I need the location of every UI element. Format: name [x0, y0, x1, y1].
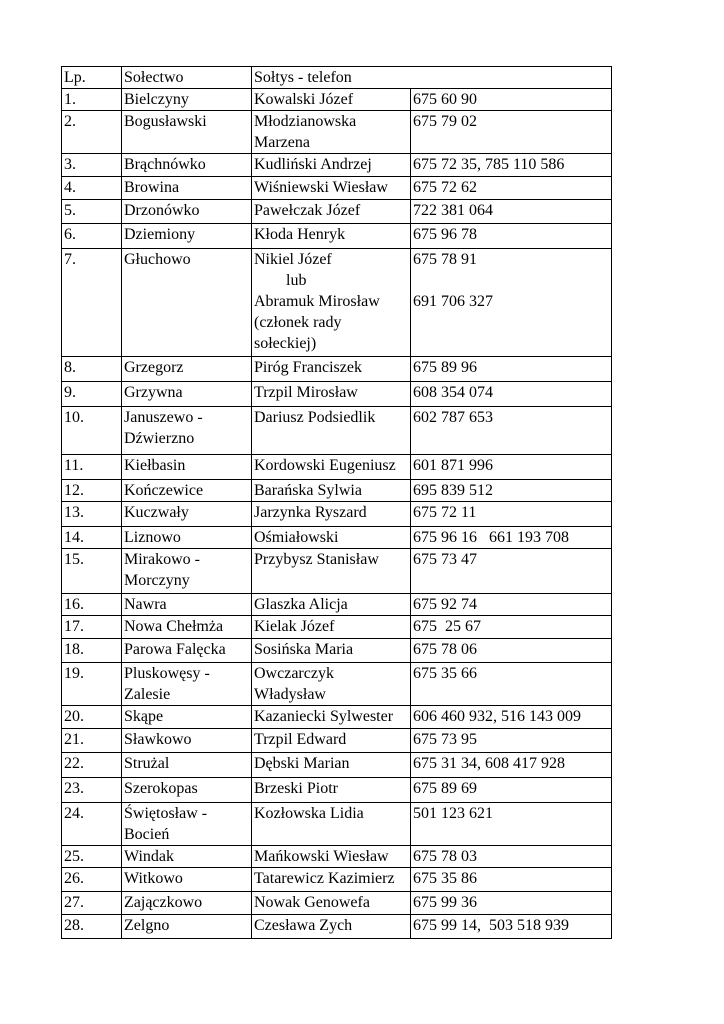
row-soltys: [252, 729, 411, 753]
row-soltys: [252, 502, 411, 527]
row-lp: 5.: [62, 200, 122, 224]
table-row: [62, 729, 612, 753]
solectwo-line: Liznowo: [124, 529, 181, 546]
row-telefon: [411, 502, 612, 527]
solectwo-line: Głuchowo: [124, 251, 191, 268]
row-lp: 2.: [62, 111, 122, 154]
soltys-line: lub: [286, 272, 307, 289]
row-solectwo: [122, 200, 252, 224]
row-soltys: [252, 111, 411, 154]
solectwo-line: Grzegorz: [124, 359, 184, 376]
row-solectwo: [122, 729, 252, 753]
row-soltys: [252, 357, 411, 382]
row-lp: 28.: [62, 915, 122, 939]
row-telefon: [411, 177, 612, 200]
soltys-line: Kłoda Henryk: [254, 226, 346, 243]
soltys-line: Ośmiałowski: [254, 529, 339, 546]
telefon-line: 675 96 16 661 193 708: [413, 529, 569, 546]
telefon-line: 675 31 34, 608 417 928: [413, 755, 565, 772]
table-row: [62, 778, 612, 803]
row-soltys: [252, 382, 411, 407]
row-telefon: [411, 407, 612, 455]
solectwo-line: Zelgno: [124, 917, 170, 934]
solectwo-line: Witkowo: [124, 870, 183, 887]
solectwo-line: Świętosław -: [124, 805, 208, 822]
row-lp: 27.: [62, 892, 122, 915]
row-lp: 10.: [62, 407, 122, 455]
row-solectwo: [122, 706, 252, 729]
row-solectwo: [122, 502, 252, 527]
soltys-line: sołeckiej): [254, 335, 317, 352]
table-body: [62, 89, 612, 939]
telefon-line: 501 123 621: [413, 805, 493, 822]
solectwo-line: Drzonówko: [124, 202, 200, 219]
soltys-line: Kazaniecki Sylwester: [254, 708, 394, 725]
row-lp: 26.: [62, 868, 122, 892]
row-soltys: [252, 915, 411, 939]
solectwo-line: Mirakowo -: [124, 551, 200, 568]
soltys-line: Dariusz Podsiedlik: [254, 409, 376, 426]
telefon-line: 675 89 69: [413, 780, 477, 797]
row-lp: 25.: [62, 846, 122, 868]
soltys-line: Władysław: [254, 686, 326, 703]
row-lp: 24.: [62, 803, 122, 846]
row-soltys: [252, 89, 411, 111]
soltys-line: Brzeski Piotr: [254, 780, 338, 797]
telefon-line: 675 25 67: [413, 618, 481, 635]
row-lp: 17.: [62, 616, 122, 639]
row-solectwo: [122, 803, 252, 846]
telefon-line: 722 381 064: [413, 202, 493, 219]
solectwo-line: Dziemiony: [124, 226, 196, 243]
row-lp: 20.: [62, 706, 122, 729]
row-solectwo: [122, 480, 252, 502]
soltys-line: Glaszka Alicja: [254, 596, 348, 613]
row-telefon: [411, 455, 612, 480]
solectwo-line: Nowa Chełmża: [124, 618, 224, 635]
solectwo-line: Browina: [124, 179, 180, 196]
soltys-line: Piróg Franciszek: [254, 359, 362, 376]
row-telefon: [411, 846, 612, 868]
soltys-line: Kozłowska Lidia: [254, 805, 364, 822]
telefon-line: 675 78 06: [413, 641, 477, 658]
telefon-line: 691 706 327: [413, 293, 493, 310]
row-soltys: [252, 868, 411, 892]
telefon-line: 606 460 932, 516 143 009: [413, 708, 581, 725]
row-soltys: [252, 706, 411, 729]
soltys-line: Jarzynka Ryszard: [254, 504, 367, 521]
row-telefon: [411, 639, 612, 663]
row-lp: 22.: [62, 753, 122, 778]
row-solectwo: [122, 249, 252, 357]
telefon-line: 675 60 90: [413, 91, 477, 108]
telefon-line: 675 79 02: [413, 113, 477, 130]
solectwo-line: Sławkowo: [124, 731, 192, 748]
table-row: [62, 846, 612, 868]
solectwo-line: Zajączkowo: [124, 894, 203, 911]
soltys-line: Sosińska Maria: [254, 641, 354, 658]
solectwo-line: Bogusławski: [124, 113, 207, 130]
solectwo-line: Dźwierzno: [124, 430, 195, 447]
row-telefon: [411, 778, 612, 803]
row-solectwo: [122, 224, 252, 249]
telefon-line: 675 72 11: [413, 504, 477, 521]
row-telefon: [411, 154, 612, 177]
solectwo-line: Bielczyny: [124, 91, 189, 108]
row-solectwo: [122, 594, 252, 616]
row-soltys: [252, 778, 411, 803]
row-lp: 3.: [62, 154, 122, 177]
table-row: [62, 502, 612, 527]
row-telefon: [411, 249, 612, 357]
soltys-line: Mańkowski Wiesław: [254, 848, 389, 865]
row-soltys: [252, 663, 411, 706]
soltys-line: Czesława Zych: [254, 917, 353, 934]
solectwo-line: Brąchnówko: [124, 156, 206, 173]
solectwo-line: Nawra: [124, 596, 167, 613]
soltys-line: Trzpil Mirosław: [254, 384, 358, 401]
row-telefon: [411, 200, 612, 224]
solectwo-line: Skąpe: [124, 708, 164, 725]
row-soltys: [252, 480, 411, 502]
row-lp: 18.: [62, 639, 122, 663]
row-telefon: [411, 480, 612, 502]
row-solectwo: [122, 111, 252, 154]
row-lp: 19.: [62, 663, 122, 706]
row-soltys: [252, 594, 411, 616]
soltys-line: Trzpil Edward: [254, 731, 347, 748]
row-solectwo: [122, 177, 252, 200]
row-solectwo: [122, 915, 252, 939]
telefon-line: 675 73 47: [413, 551, 477, 568]
table-row: [62, 892, 612, 915]
row-soltys: [252, 639, 411, 663]
solectwo-line: Parowa Falęcka: [124, 641, 226, 658]
row-telefon: [411, 915, 612, 939]
row-telefon: [411, 868, 612, 892]
row-lp: 4.: [62, 177, 122, 200]
row-lp: 15.: [62, 549, 122, 594]
solectwo-line: Januszewo -: [124, 409, 203, 426]
row-telefon: [411, 111, 612, 154]
row-soltys: [252, 846, 411, 868]
table-row: [62, 549, 612, 594]
row-solectwo: [122, 455, 252, 480]
soltys-line: Kordowski Eugeniusz: [254, 457, 396, 474]
row-soltys: [252, 527, 411, 549]
table-row: [62, 154, 612, 177]
telefon-line: 675 99 14, 503 518 939: [413, 917, 569, 934]
soltys-line: Nikiel Józef: [254, 251, 332, 268]
row-solectwo: [122, 407, 252, 455]
header-row: [62, 67, 612, 89]
soltys-line: Kudliński Andrzej: [254, 156, 372, 173]
table-row: [62, 224, 612, 249]
soltys-line: Młodzianowska: [254, 113, 357, 130]
row-telefon: [411, 892, 612, 915]
row-lp: 8.: [62, 357, 122, 382]
table-row: [62, 753, 612, 778]
soltys-line: Barańska Sylwia: [254, 482, 362, 499]
row-soltys: [252, 803, 411, 846]
row-telefon: [411, 616, 612, 639]
row-solectwo: [122, 357, 252, 382]
table-row: [62, 616, 612, 639]
row-solectwo: [122, 549, 252, 594]
telefon-line: 601 871 996: [413, 457, 493, 474]
telefon-line: 608 354 074: [413, 384, 493, 401]
row-lp: 21.: [62, 729, 122, 753]
solectwo-line: Windak: [124, 848, 175, 865]
row-telefon: [411, 89, 612, 111]
table-row: [62, 111, 612, 154]
table-row: [62, 868, 612, 892]
soltys-line: Nowak Genowefa: [254, 894, 370, 911]
row-solectwo: [122, 753, 252, 778]
solectwo-line: Grzywna: [124, 384, 183, 401]
table-row: [62, 200, 612, 224]
solectwo-line: Zalesie: [124, 686, 171, 703]
row-telefon: [411, 382, 612, 407]
solectwo-line: Kiełbasin: [124, 457, 186, 474]
table-row: [62, 639, 612, 663]
telefon-line: 675 73 95: [413, 731, 477, 748]
row-soltys: [252, 892, 411, 915]
table-row: [62, 527, 612, 549]
table-row: [62, 663, 612, 706]
telefon-line: 602 787 653: [413, 409, 493, 426]
header-soltys-telefon: Sołtys - telefon: [252, 67, 612, 89]
soltys-line: Przybysz Stanisław: [254, 551, 379, 568]
table-row: [62, 89, 612, 111]
row-lp: 6.: [62, 224, 122, 249]
row-telefon: [411, 706, 612, 729]
soltys-line: Kielak Józef: [254, 618, 335, 635]
soltys-line: Dębski Marian: [254, 755, 350, 772]
table-row: [62, 706, 612, 729]
row-telefon: [411, 594, 612, 616]
row-lp: 11.: [62, 455, 122, 480]
row-lp: 13.: [62, 502, 122, 527]
row-lp: 16.: [62, 594, 122, 616]
soltys-table: [61, 66, 612, 939]
table-row: [62, 382, 612, 407]
solectwo-line: Kuczwały: [124, 504, 189, 521]
row-solectwo: [122, 527, 252, 549]
row-telefon: [411, 357, 612, 382]
telefon-line: 675 72 62: [413, 179, 477, 196]
row-telefon: [411, 527, 612, 549]
soltys-line: Wiśniewski Wiesław: [254, 179, 388, 196]
row-soltys: [252, 249, 411, 357]
row-soltys: [252, 616, 411, 639]
solectwo-line: Pluskowęsy -: [124, 665, 210, 682]
soltys-line: (członek rady: [254, 314, 342, 331]
row-soltys: [252, 224, 411, 249]
table-row: [62, 915, 612, 939]
row-telefon: [411, 224, 612, 249]
soltys-line: Kowalski Józef: [254, 91, 354, 108]
row-soltys: [252, 200, 411, 224]
row-solectwo: [122, 663, 252, 706]
row-telefon: [411, 729, 612, 753]
solectwo-line: Kończewice: [124, 482, 204, 499]
row-solectwo: [122, 778, 252, 803]
row-lp: 12.: [62, 480, 122, 502]
row-solectwo: [122, 892, 252, 915]
soltys-line: Owczarczyk: [254, 665, 334, 682]
telefon-line: 675 72 35, 785 110 586: [413, 156, 565, 173]
telefon-line: 675 35 86: [413, 870, 477, 887]
telefon-line: 675 78 03: [413, 848, 477, 865]
telefon-line: [413, 270, 611, 291]
table-row: [62, 594, 612, 616]
row-soltys: [252, 154, 411, 177]
header-lp: Lp.: [62, 67, 122, 89]
table-row: [62, 249, 612, 357]
row-lp: 1.: [62, 89, 122, 111]
telefon-line: 675 92 74: [413, 596, 477, 613]
row-solectwo: [122, 846, 252, 868]
row-solectwo: [122, 89, 252, 111]
telefon-line: 675 99 36: [413, 894, 477, 911]
row-soltys: [252, 753, 411, 778]
row-lp: 7.: [62, 249, 122, 357]
row-lp: 9.: [62, 382, 122, 407]
row-telefon: [411, 803, 612, 846]
row-soltys: [252, 549, 411, 594]
row-lp: 23.: [62, 778, 122, 803]
row-telefon: [411, 663, 612, 706]
soltys-line: Tatarewicz Kazimierz: [254, 870, 395, 887]
soltys-line: Marzena: [254, 134, 310, 151]
telefon-line: 675 35 66: [413, 665, 477, 682]
table-row: [62, 407, 612, 455]
table-row: [62, 455, 612, 480]
row-soltys: [252, 407, 411, 455]
row-solectwo: [122, 154, 252, 177]
solectwo-line: Bocień: [124, 826, 170, 843]
row-solectwo: [122, 639, 252, 663]
table-row: [62, 357, 612, 382]
row-soltys: [252, 455, 411, 480]
telefon-line: 695 839 512: [413, 482, 493, 499]
solectwo-line: Szerokopas: [124, 780, 198, 797]
row-lp: 14.: [62, 527, 122, 549]
row-telefon: [411, 753, 612, 778]
header-solectwo: Sołectwo: [122, 67, 252, 89]
solectwo-line: Strużal: [124, 755, 170, 772]
row-telefon: [411, 549, 612, 594]
solectwo-line: Morczyny: [124, 572, 190, 589]
row-solectwo: [122, 382, 252, 407]
row-solectwo: [122, 616, 252, 639]
telefon-line: 675 78 91: [413, 251, 477, 268]
telefon-line: 675 89 96: [413, 359, 477, 376]
telefon-line: 675 96 78: [413, 226, 477, 243]
table-row: [62, 480, 612, 502]
table-row: [62, 803, 612, 846]
table-row: [62, 177, 612, 200]
soltys-line: Abramuk Mirosław: [254, 293, 380, 310]
row-solectwo: [122, 868, 252, 892]
row-soltys: [252, 177, 411, 200]
soltys-line: Pawełczak Józef: [254, 202, 361, 219]
